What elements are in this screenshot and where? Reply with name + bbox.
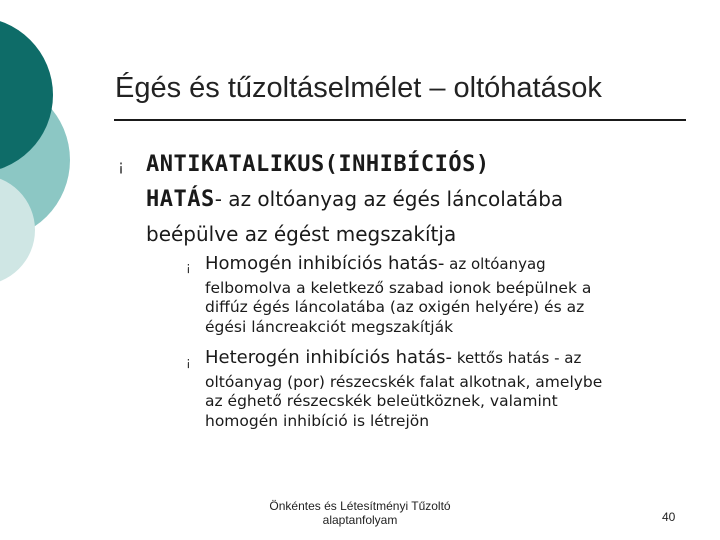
sub-point-line: az éghető részecskék beleütköznek, valamint [205,392,558,410]
main-point [146,148,706,251]
main-description-line3: beépülve az égést megszakítja [146,222,457,246]
slide-title: Égés és tűzoltáselmélet – oltóhatások [115,72,602,104]
sub-point-line: diffúz égés láncolatába (az oxigén helyére) és az [205,298,585,316]
page-number: 40 [662,510,676,524]
sub-point-lead-small: kettős hatás - az [452,349,582,367]
sub-bullet-icon: ¡ [186,260,191,274]
main-heading: ANTIKATALIKUS(INHIBÍCIÓS) [146,152,490,177]
sub-point-lead-small: az oltóanyag [444,255,546,273]
main-heading-line1 [146,148,706,182]
footer [230,499,490,527]
bullet-icon: ¡ [118,157,125,175]
sub-bullet-icon: ¡ [186,355,191,369]
main-description: - az oltóanyag az égés láncolatába [214,187,564,211]
footer-line: alaptanfolyam [322,513,398,527]
sub-point-line: felbomolva a keletkező szabad ionok beépülnek a [205,278,592,297]
sub-point-homogen [205,254,695,337]
sub-point-lead: Homogén inhibíciós hatás- [205,253,445,274]
sub-point-heterogen [205,348,695,431]
sub-point-line: oltóanyag (por) részecskék falat alkotnak, amelybe [205,372,603,391]
footer-line: Önkéntes és Létesítményi Tűzoltó [269,499,451,513]
main-heading-line2 [146,182,706,217]
sub-point-line: égési láncreakciót megszakítják [205,317,454,336]
sub-point-lead: Heterogén inhibíciós hatás- [205,347,453,368]
sub-point-line: homogén inhibíció is létrejön [205,411,430,430]
main-heading-word: HATÁS [146,187,215,212]
decorative-circles [0,0,100,300]
title-divider [114,119,686,121]
